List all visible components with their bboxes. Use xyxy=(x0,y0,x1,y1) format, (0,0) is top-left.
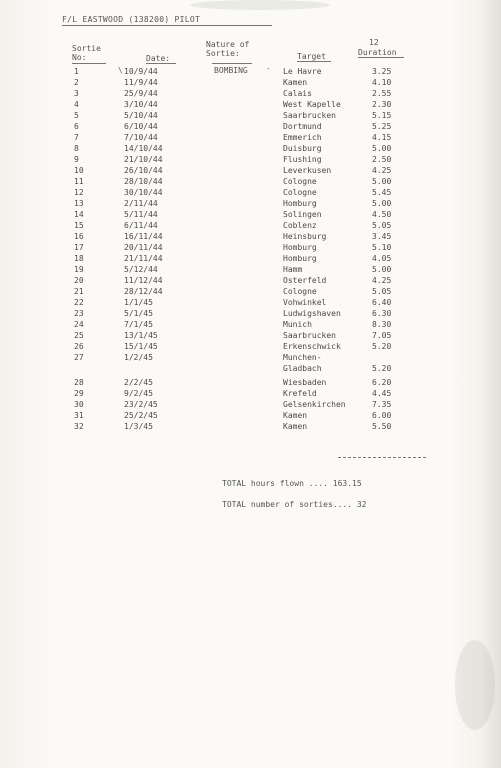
sortie-number: 30 xyxy=(74,400,84,409)
sortie-duration: 5.20 xyxy=(372,342,392,351)
table-row xyxy=(0,341,501,352)
sortie-target: Homburg xyxy=(283,254,317,263)
header-target: Target xyxy=(297,52,326,61)
table-row xyxy=(0,286,501,297)
sortie-target: Wiesbaden xyxy=(283,378,327,387)
sortie-date: 5/11/44 xyxy=(124,210,158,219)
sortie-date: 5/10/44 xyxy=(124,111,158,120)
sortie-number: 32 xyxy=(74,422,84,431)
document-title: F/L EASTWOOD (138200) PILOT xyxy=(62,15,201,24)
total-hours: TOTAL hours flown .... 163.15 xyxy=(222,479,362,488)
sortie-duration: 4.50 xyxy=(372,210,392,219)
sortie-duration: 5.00 xyxy=(372,265,392,274)
table-row xyxy=(0,410,501,421)
sortie-duration: 5.45 xyxy=(372,188,392,197)
tick-mark: - xyxy=(266,64,271,73)
table-row xyxy=(0,275,501,286)
sortie-number: 21 xyxy=(74,287,84,296)
sortie-number: 10 xyxy=(74,166,84,175)
table-row xyxy=(0,363,501,374)
sortie-number: 29 xyxy=(74,389,84,398)
sortie-target: Le Havre xyxy=(283,67,322,76)
sortie-target: Vohwinkel xyxy=(283,298,327,307)
sortie-target: Saarbrucken xyxy=(283,111,336,120)
sortie-target: Emmerich xyxy=(283,133,322,142)
table-row xyxy=(0,377,501,388)
table-row xyxy=(0,77,501,88)
totals-separator xyxy=(338,457,426,458)
sortie-date: 1/3/45 xyxy=(124,422,153,431)
sortie-date: 10/9/44 xyxy=(124,67,158,76)
sortie-date: 9/2/45 xyxy=(124,389,153,398)
sortie-target: Duisburg xyxy=(283,144,322,153)
sortie-number: 7 xyxy=(74,133,79,142)
table-row xyxy=(0,388,501,399)
table-row xyxy=(0,66,501,77)
sortie-target: Gelsenkirchen xyxy=(283,400,346,409)
sortie-duration: 4.10 xyxy=(372,78,392,87)
sortie-number: 28 xyxy=(74,378,84,387)
sortie-duration: 5.25 xyxy=(372,122,392,131)
sortie-target: Kamen xyxy=(283,78,308,87)
sortie-duration: 4.25 xyxy=(372,166,392,175)
sortie-duration: 5.15 xyxy=(372,111,392,120)
sortie-duration: 7.35 xyxy=(372,400,392,409)
table-row xyxy=(0,330,501,341)
sortie-date: 1/1/45 xyxy=(124,298,153,307)
header-duration: Duration xyxy=(358,48,397,57)
sortie-number: 31 xyxy=(74,411,84,420)
table-row xyxy=(0,132,501,143)
header-nature-underline xyxy=(212,63,252,64)
sortie-date: 28/10/44 xyxy=(124,177,163,186)
sortie-date: 13/1/45 xyxy=(124,331,158,340)
header-duration-note: 12 xyxy=(369,38,379,47)
sortie-duration: 4.45 xyxy=(372,389,392,398)
sortie-target: Flushing xyxy=(283,155,322,164)
sortie-duration: 5.05 xyxy=(372,221,392,230)
sortie-target: Solingen xyxy=(283,210,322,219)
table-row xyxy=(0,297,501,308)
sortie-target: Cologne xyxy=(283,188,317,197)
table-row xyxy=(0,176,501,187)
sortie-number: 8 xyxy=(74,144,79,153)
sortie-duration: 4.15 xyxy=(372,133,392,142)
table-row xyxy=(0,88,501,99)
scan-smudge xyxy=(190,0,330,10)
table-row xyxy=(0,421,501,432)
sortie-date: 5/12/44 xyxy=(124,265,158,274)
sortie-number: 19 xyxy=(74,265,84,274)
sortie-number: 6 xyxy=(74,122,79,131)
header-target-underline xyxy=(297,61,331,62)
sortie-number: 20 xyxy=(74,276,84,285)
sortie-date: 2/2/45 xyxy=(124,378,153,387)
sortie-date: 23/2/45 xyxy=(124,400,158,409)
table-row xyxy=(0,231,501,242)
sortie-date: 3/10/44 xyxy=(124,100,158,109)
sortie-target: Kamen xyxy=(283,422,308,431)
sortie-target: West Kapelle xyxy=(283,100,341,109)
sortie-date: 7/10/44 xyxy=(124,133,158,142)
sortie-duration: 2.50 xyxy=(372,155,392,164)
sortie-target: Dortmund xyxy=(283,122,322,131)
sortie-date: 6/10/44 xyxy=(124,122,158,131)
sortie-date: 2/11/44 xyxy=(124,199,158,208)
sortie-duration: 5.20 xyxy=(372,364,392,373)
header-nature: Nature of Sortie: xyxy=(206,40,250,58)
sortie-number: 23 xyxy=(74,309,84,318)
sortie-number: 14 xyxy=(74,210,84,219)
sortie-number: 5 xyxy=(74,111,79,120)
sortie-date: 7/1/45 xyxy=(124,320,153,329)
sortie-target: Osterfeld xyxy=(283,276,327,285)
header-sortie-no: Sortie No: xyxy=(72,44,101,62)
table-row xyxy=(0,99,501,110)
sortie-duration: 4.05 xyxy=(372,254,392,263)
title-underline xyxy=(62,25,272,26)
sortie-number: 13 xyxy=(74,199,84,208)
sortie-duration: 2.55 xyxy=(372,89,392,98)
scan-smudge xyxy=(455,640,495,730)
table-row xyxy=(0,143,501,154)
sortie-date: 25/2/45 xyxy=(124,411,158,420)
sortie-number: 3 xyxy=(74,89,79,98)
sortie-date: 15/1/45 xyxy=(124,342,158,351)
sortie-number: 15 xyxy=(74,221,84,230)
header-date-underline xyxy=(146,63,176,64)
table-row xyxy=(0,399,501,410)
sortie-number: 24 xyxy=(74,320,84,329)
table-row xyxy=(0,308,501,319)
sortie-target: Krefeld xyxy=(283,389,317,398)
sortie-target: Calais xyxy=(283,89,312,98)
sortie-target: Munchen- xyxy=(283,353,322,362)
sortie-duration: 5.00 xyxy=(372,144,392,153)
sortie-duration: 6.00 xyxy=(372,411,392,420)
sortie-number: 25 xyxy=(74,331,84,340)
sortie-target: Munich xyxy=(283,320,312,329)
sortie-number: 26 xyxy=(74,342,84,351)
sortie-date: 21/11/44 xyxy=(124,254,163,263)
sortie-duration: 5.50 xyxy=(372,422,392,431)
sortie-number: 9 xyxy=(74,155,79,164)
table-row xyxy=(0,242,501,253)
sortie-date: 26/10/44 xyxy=(124,166,163,175)
sortie-date: 30/10/44 xyxy=(124,188,163,197)
table-row xyxy=(0,121,501,132)
sortie-target: Saarbrucken xyxy=(283,331,336,340)
sortie-date: 21/10/44 xyxy=(124,155,163,164)
table-row xyxy=(0,110,501,121)
sortie-date: 14/10/44 xyxy=(124,144,163,153)
sortie-duration: 8.30 xyxy=(372,320,392,329)
sortie-duration: 6.40 xyxy=(372,298,392,307)
sortie-duration: 5.00 xyxy=(372,199,392,208)
sortie-number: 22 xyxy=(74,298,84,307)
sortie-number: 4 xyxy=(74,100,79,109)
table-row xyxy=(0,187,501,198)
sortie-number: 18 xyxy=(74,254,84,263)
table-row xyxy=(0,154,501,165)
sortie-number: 2 xyxy=(74,78,79,87)
sortie-date: 11/12/44 xyxy=(124,276,163,285)
sortie-target: Kamen xyxy=(283,411,308,420)
sortie-date: 11/9/44 xyxy=(124,78,158,87)
sortie-date: 6/11/44 xyxy=(124,221,158,230)
sortie-date: 25/9/44 xyxy=(124,89,158,98)
sortie-target: Gladbach xyxy=(283,364,322,373)
table-row xyxy=(0,264,501,275)
sortie-duration: 6.20 xyxy=(372,378,392,387)
sortie-target: Coblenz xyxy=(283,221,317,230)
sortie-target: Ludwigshaven xyxy=(283,309,341,318)
sortie-target: Heinsburg xyxy=(283,232,327,241)
sortie-number: 16 xyxy=(74,232,84,241)
table-row xyxy=(0,165,501,176)
sortie-duration: 5.05 xyxy=(372,287,392,296)
header-duration-underline xyxy=(358,57,404,58)
sortie-number: 11 xyxy=(74,177,84,186)
sortie-duration: 3.45 xyxy=(372,232,392,241)
sortie-duration: 2.30 xyxy=(372,100,392,109)
tick-mark: \ xyxy=(118,66,123,75)
header-sortie-underline xyxy=(72,63,106,64)
sortie-target: Erkenschwick xyxy=(283,342,341,351)
sortie-target: Homburg xyxy=(283,199,317,208)
table-row xyxy=(0,220,501,231)
table-row xyxy=(0,352,501,363)
sortie-target: Hamm xyxy=(283,265,303,274)
sortie-duration: 3.25 xyxy=(372,67,392,76)
table-row xyxy=(0,253,501,264)
sortie-date: 16/11/44 xyxy=(124,232,163,241)
table-row xyxy=(0,198,501,209)
sortie-duration: 7.05 xyxy=(372,331,392,340)
nature-of-sortie-value: BOMBING xyxy=(214,66,248,75)
sortie-number: 27 xyxy=(74,353,84,362)
sortie-target: Cologne xyxy=(283,287,317,296)
sortie-date: 28/12/44 xyxy=(124,287,163,296)
table-row xyxy=(0,319,501,330)
sortie-target: Leverkusen xyxy=(283,166,332,175)
sortie-date: 20/11/44 xyxy=(124,243,163,252)
sortie-duration: 6.30 xyxy=(372,309,392,318)
header-date: Date: xyxy=(146,54,171,63)
sortie-date: 1/2/45 xyxy=(124,353,153,362)
sortie-number: 17 xyxy=(74,243,84,252)
sortie-duration: 5.00 xyxy=(372,177,392,186)
sortie-number: 1 xyxy=(74,67,79,76)
sortie-number: 12 xyxy=(74,188,84,197)
sortie-target: Homburg xyxy=(283,243,317,252)
table-row xyxy=(0,209,501,220)
sortie-duration: 5.10 xyxy=(372,243,392,252)
sortie-date: 5/1/45 xyxy=(124,309,153,318)
sortie-duration: 4.25 xyxy=(372,276,392,285)
sortie-target: Cologne xyxy=(283,177,317,186)
total-sorties: TOTAL number of sorties.... 32 xyxy=(222,500,367,509)
